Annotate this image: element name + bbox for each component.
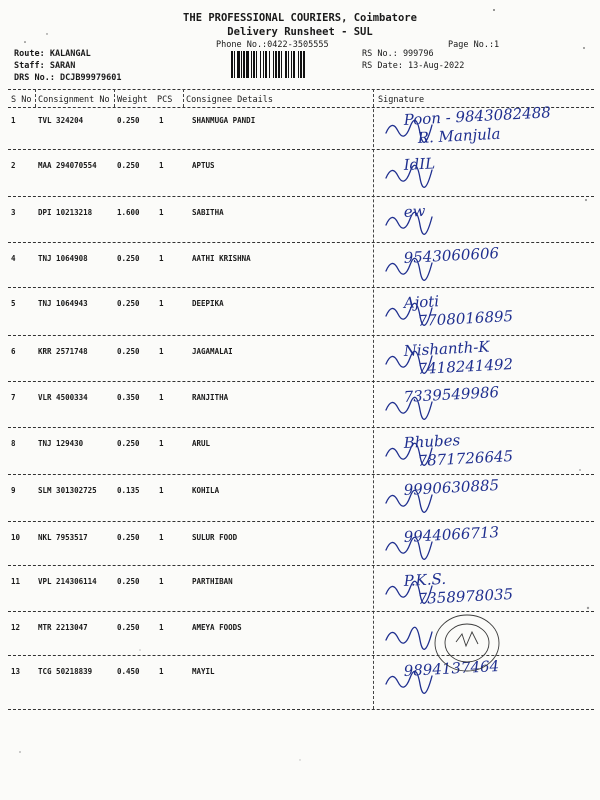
cell-pcs: 1 <box>159 533 164 542</box>
cell-pcs: 1 <box>159 393 164 402</box>
signature-text: R. Manjula <box>417 124 501 147</box>
rs-date: RS Date: 13-Aug-2022 <box>362 61 465 71</box>
cell-consignment-no: TNJ 1064908 <box>38 254 88 263</box>
rs-number: RS No.: 999796 <box>362 49 434 59</box>
cell-consignee: SHANMUGA PANDI <box>192 116 256 125</box>
cell-consignment-no: DPI 10213218 <box>38 208 93 217</box>
cell-sno: 11 <box>11 577 21 586</box>
col-header-weight: Weight <box>117 95 148 105</box>
signature-text: ew <box>403 201 426 221</box>
cell-weight: 0.135 <box>117 486 140 495</box>
cell-consignment-no: NKL 7953517 <box>38 533 88 542</box>
cell-sno: 10 <box>11 533 21 542</box>
signature-text: 7339549986 <box>403 383 500 406</box>
cell-consignee: ARUL <box>192 439 211 448</box>
cell-consignee: JAGAMALAI <box>192 347 233 356</box>
cell-sno: 7 <box>11 393 16 402</box>
cell-pcs: 1 <box>159 254 164 263</box>
cell-consignee: RANJITHA <box>192 393 229 402</box>
document-title: Delivery Runsheet - SUL <box>227 26 373 38</box>
signature-text: Ajoti <box>403 292 440 312</box>
page-number: Page No.:1 <box>448 40 500 50</box>
cell-pcs: 1 <box>159 116 164 125</box>
cell-pcs: 1 <box>159 667 164 676</box>
signature-text: 7708016895 <box>417 307 514 330</box>
signature-text: 7358978035 <box>417 585 514 608</box>
cell-pcs: 1 <box>159 439 164 448</box>
cell-pcs: 1 <box>159 208 164 217</box>
signature-text: IdIL <box>403 154 436 174</box>
cell-pcs: 1 <box>159 486 164 495</box>
cell-consignment-no: KRR 2571748 <box>38 347 88 356</box>
col-header-pcs: PCS <box>157 95 173 105</box>
cell-weight: 0.250 <box>117 623 140 632</box>
cell-sno: 12 <box>11 623 21 632</box>
cell-sno: 5 <box>11 299 16 308</box>
cell-sno: 1 <box>11 116 16 125</box>
cell-weight: 0.350 <box>117 393 140 402</box>
cell-weight: 0.250 <box>117 533 140 542</box>
cell-consignee: SABITHA <box>192 208 224 217</box>
col-header-sno: S No <box>11 95 32 105</box>
signature-text: 7871726645 <box>417 447 514 470</box>
cell-consignee: SULUR FOOD <box>192 533 238 542</box>
staff-label: Staff: SARAN <box>14 61 76 71</box>
cell-sno: 6 <box>11 347 16 356</box>
cell-sno: 13 <box>11 667 21 676</box>
cell-consignee: KOHILA <box>192 486 220 495</box>
cell-consignee: DEEPIKA <box>192 299 224 308</box>
cell-consignee: MAYIL <box>192 667 215 676</box>
cell-pcs: 1 <box>159 623 164 632</box>
company-name: THE PROFESSIONAL COURIERS, Coimbatore <box>183 12 417 24</box>
cell-consignee: PARTHIBAN <box>192 577 233 586</box>
cell-weight: 1.600 <box>117 208 140 217</box>
signature-text: 9944066713 <box>403 523 500 546</box>
cell-consignment-no: TNJ 1064943 <box>38 299 88 308</box>
cell-weight: 0.250 <box>117 254 140 263</box>
cell-consignment-no: SLM 301302725 <box>38 486 97 495</box>
cell-sno: 8 <box>11 439 16 448</box>
cell-consignment-no: TNJ 129430 <box>38 439 84 448</box>
cell-pcs: 1 <box>159 347 164 356</box>
cell-weight: 0.250 <box>117 116 140 125</box>
cell-pcs: 1 <box>159 577 164 586</box>
drs-number: DRS No.: DCJB99979601 <box>14 73 122 83</box>
cell-consignment-no: VLR 4500334 <box>38 393 88 402</box>
signature-text: 7418241492 <box>417 355 514 378</box>
cell-pcs: 1 <box>159 299 164 308</box>
cell-sno: 9 <box>11 486 16 495</box>
cell-weight: 0.250 <box>117 299 140 308</box>
signature-text: P.K.S. <box>403 569 447 590</box>
cell-weight: 0.250 <box>117 161 140 170</box>
cell-consignment-no: VPL 214306114 <box>38 577 97 586</box>
route-label: Route: KALANGAL <box>14 49 91 59</box>
cell-consignment-no: TCG 50218839 <box>38 667 93 676</box>
signature-text: 9894137464 <box>403 657 500 680</box>
signature-text: Nishanth-K <box>403 337 490 360</box>
col-header-signature: Signature <box>378 95 425 105</box>
col-header-consignee: Consignee Details <box>186 95 273 105</box>
col-header-consignment: Consignment No <box>38 95 110 105</box>
cell-consignee: APTUS <box>192 161 215 170</box>
cell-weight: 0.250 <box>117 577 140 586</box>
cell-pcs: 1 <box>159 161 164 170</box>
cell-weight: 0.250 <box>117 347 140 356</box>
cell-consignee: AMEYA FOODS <box>192 623 242 632</box>
signature-text: Poon - 9843082488 <box>403 103 552 129</box>
cell-sno: 4 <box>11 254 16 263</box>
cell-consignment-no: MAA 294070554 <box>38 161 97 170</box>
signature-text: 9990630885 <box>403 476 500 499</box>
cell-consignee: AATHI KRISHNA <box>192 254 251 263</box>
phone-number: Phone No.:0422-3505555 <box>216 40 329 50</box>
cell-sno: 2 <box>11 161 16 170</box>
cell-weight: 0.450 <box>117 667 140 676</box>
signature-text: 9543060606 <box>403 244 500 267</box>
cell-weight: 0.250 <box>117 439 140 448</box>
cell-sno: 3 <box>11 208 16 217</box>
cell-consignment-no: MTR 2213047 <box>38 623 88 632</box>
cell-consignment-no: TVL 324204 <box>38 116 84 125</box>
signature-text: Bhubes <box>403 431 461 452</box>
